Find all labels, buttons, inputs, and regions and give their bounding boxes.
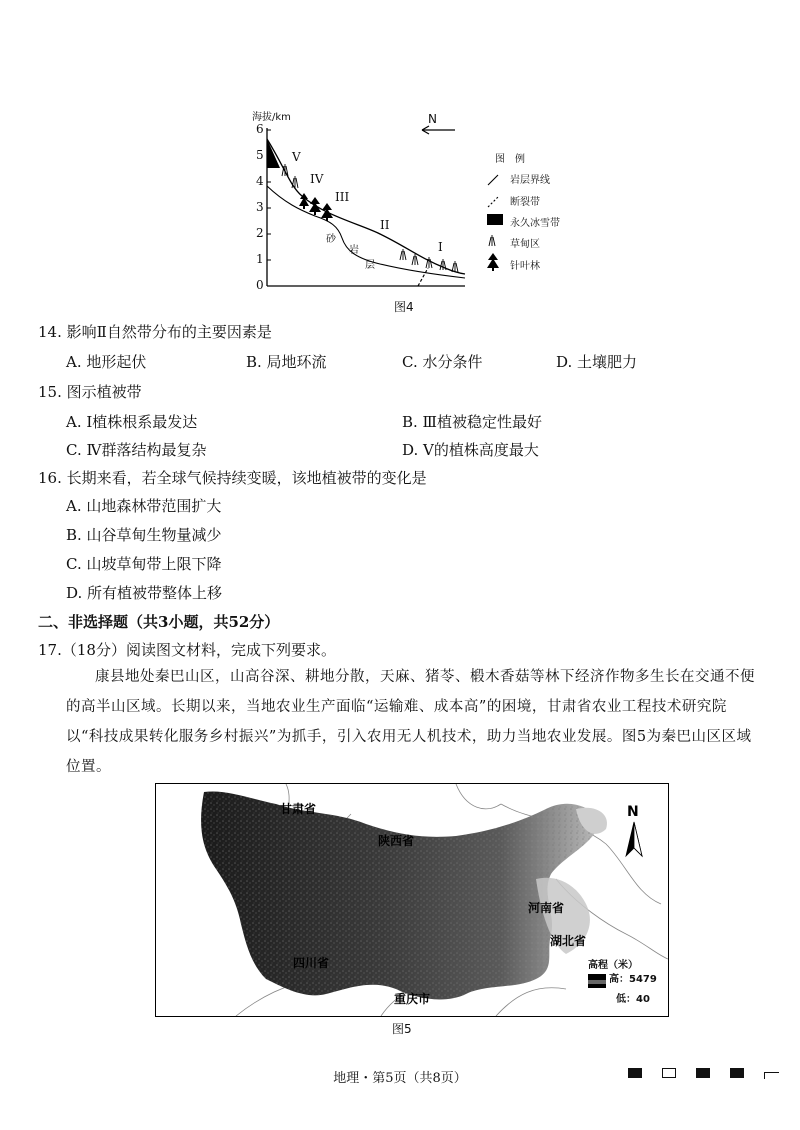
label-chongqing: 重庆市: [394, 992, 431, 1006]
y-tick: 5: [256, 148, 264, 162]
question-15-option-d[interactable]: D. Ⅴ的植株高度最大: [402, 441, 539, 459]
snow-icon: [487, 214, 503, 225]
y-tick: 2: [256, 226, 264, 240]
question-15-option-c[interactable]: C. Ⅳ群落结构最复杂: [66, 441, 207, 459]
question-14-option-d[interactable]: D. 土壤肥力: [556, 353, 638, 371]
question-14-option-a[interactable]: A. 地形起伏: [66, 353, 147, 371]
rock-label: 砂: [326, 234, 336, 245]
y-axis-label: 海拔/km: [252, 112, 291, 123]
legend-label: 针叶林: [510, 261, 540, 272]
question-16-option-a[interactable]: A. 山地森林带范围扩大: [66, 497, 222, 515]
question-16-option-c[interactable]: C. 山坡草甸带上限下降: [66, 555, 222, 573]
marker-square: [628, 1068, 642, 1078]
zone-label: V: [292, 150, 301, 164]
label-sichuan: 四川省: [293, 956, 330, 970]
question-14-stem: 14. 影响Ⅱ自然带分布的主要因素是: [38, 323, 272, 341]
marker-square: [696, 1068, 710, 1078]
zone-label: IV: [310, 172, 324, 186]
elevation-title: 高程（米）: [588, 960, 638, 971]
question-16-stem: 16. 长期来看，若全球气候持续变暖，该地植被带的变化是: [38, 469, 427, 487]
y-tick: 0: [256, 278, 264, 292]
question-16-option-d[interactable]: D. 所有植被带整体上移: [66, 584, 223, 602]
fault-icon: [488, 197, 498, 207]
question-15-stem: 15. 图示植被带: [38, 383, 142, 401]
legend-label: 断裂带: [510, 197, 540, 208]
zone-label: I: [438, 240, 443, 254]
elevation-low: 低：40: [616, 994, 650, 1005]
question-17-material: [66, 662, 756, 782]
question-15-option-b[interactable]: B. Ⅲ植被稳定性最好: [402, 413, 543, 431]
figure-5-map: [155, 783, 669, 1017]
line-icon: [488, 175, 498, 185]
meadow-icon: [489, 235, 495, 246]
material-paragraph: 康县地处秦巴山区，山高谷深、耕地分散，天麻、猪苓、椴木香菇等林下经济作物多生长在交通不便的高半山区域。长期以来，当地农业生产面临“运输难、成本高”的困境，甘肃省农业工程技术研究院以“科技成果转化服务乡村振兴”为抓手，引入农用无人机技术，助力当地农业发展。图5为秦巴山区区域位置。: [66, 669, 755, 775]
section-2-heading: 二、非选择题（共3小题，共52分）: [38, 613, 280, 631]
marker-square: [730, 1068, 744, 1078]
question-17-stem: 17.（18分）阅读图文材料，完成下列要求。: [38, 641, 336, 659]
label-shaanxi: 陕西省: [378, 834, 415, 848]
figure-4-caption: 图4: [394, 300, 414, 314]
zone-label: II: [380, 218, 390, 232]
label-hubei: 湖北省: [550, 934, 587, 948]
marker-corner: [764, 1072, 779, 1079]
question-14-option-b[interactable]: B. 局地环流: [246, 353, 327, 371]
marker-square: [662, 1068, 676, 1078]
rock-label: 层: [365, 260, 375, 271]
zone-label: III: [335, 190, 350, 204]
y-tick: 1: [256, 252, 264, 266]
map-north-label: N: [627, 804, 639, 820]
y-tick: 4: [256, 174, 264, 188]
figure-4-diagram: [230, 108, 590, 318]
conifer-icon: [487, 253, 499, 271]
question-16-option-b[interactable]: B. 山谷草甸生物量减少: [66, 526, 222, 544]
figure-5-caption: 图5: [392, 1022, 412, 1036]
legend-label: 岩层界线: [510, 175, 550, 186]
page-footer: 地理・第5页（共8页）: [333, 1071, 467, 1086]
rock-label: 岩: [349, 245, 359, 256]
label-gansu: 甘肃省: [280, 802, 317, 816]
y-tick: 6: [256, 122, 264, 136]
figure-4: [230, 108, 590, 318]
north-arrow-icon: [626, 822, 642, 856]
legend-label: 永久冰雪带: [510, 218, 560, 229]
elevation-high: 高：5479: [609, 974, 657, 985]
y-tick: 3: [256, 200, 264, 214]
question-15-option-a[interactable]: A. Ⅰ植株根系最发达: [66, 413, 198, 431]
fault-zone: [418, 268, 428, 286]
question-14-option-c[interactable]: C. 水分条件: [402, 353, 483, 371]
label-henan: 河南省: [528, 901, 565, 915]
legend-title: 图 例: [495, 154, 525, 165]
north-label: N: [428, 112, 437, 126]
legend-label: 草甸区: [510, 239, 540, 250]
terrain-map: [156, 784, 668, 1016]
